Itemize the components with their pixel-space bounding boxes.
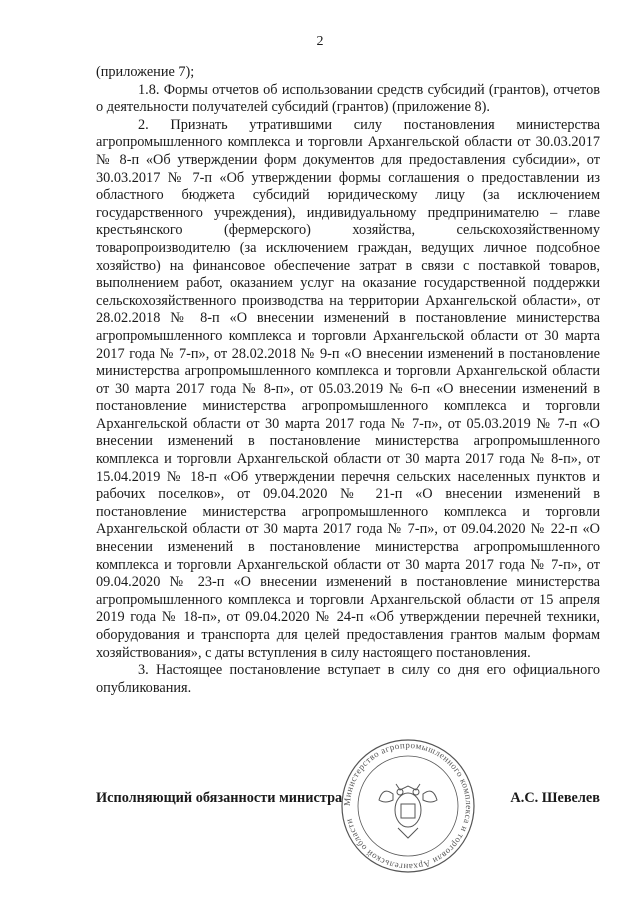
- signature-block: [96, 790, 600, 810]
- paragraph-3: 3. Настоящее постановление вступает в силу со дня его официального опубликования.: [96, 662, 600, 696]
- seal-text: Министерство агропромышленного комплекса и торговли Архангельской области: [341, 739, 475, 873]
- paragraph-appendix-7: (приложение 7);: [96, 64, 195, 80]
- signer-name: А.С. Шевелев: [510, 790, 600, 806]
- signer-position: Исполняющий обязанности министра: [96, 790, 343, 806]
- paragraph-2: 2. Признать утратившими силу постановления министерства агропромышленного комплекса и торговли Архангельской области от 30.03.2017 № 8-п «Об утверждении форм документов для предоставления субсидии», от 30.03.2017 № 7-п «Об утверждении формы соглашения о предоставлении из областного бюджета субсидий юридическому лицу (за исключением государственного учреждения), индивидуальному предпринимателю – главе крестьянского (фермерского) хозяйства, сельскохозяйственному товаропроизводителю (за исключением граждан, ведущих личное подсобное хозяйство) на финансовое обеспечение затрат в связи с поставкой товаров, выполнением работ, оказанием услуг на оказание государственной поддержки сельскохозяйственного производства на территории Архангельской области», от 28.02.2018 № 8-п «О внесении изменений в постановление министерства агропромышленного комплекса и торговли Архангельской области от 30 марта 2017 года № 7-п», от 28.02.2018 № 9-п «О внесении изменений в постановление министерства агропромышленного комплекса и торговли Архангельской области от 30 марта 2017 года № 8-п», от 05.03.2019 № 6-п «О внесении изменений в постановление министерства агропромышленного комплекса и торговли Архангельской области от 30 марта 2017 года № 7-п», от 05.03.2019 № 7-п «О внесении изменений в постановление министерства агропромышленного комплекса и торговли Архангельской области от 30 марта 2017 года № 8-п», от 15.04.2019 № 18-п «Об утверждении перечня сельских населенных пунктов и рабочих поселков», от 09.04.2020 № 21-п «О внесении изменений в постановление министерства агропромышленного комплекса и торговли Архангельской области от 30 марта 2017 года № 7-п», от 09.04.2020 № 22-п «О внесении изменений в постановление министерства агропромышленного комплекса и торговли Архангельской области от 30 марта 2017 года № 7-п», от 09.04.2020 № 23-п «О внесении изменений в постановление министерства агропромышленного комплекса и торговли Архангельской области от 15 апреля 2019 года № 18-п», от 09.04.2020 № 24-п «Об утверждении перечней техники, оборудования и транспорта для целей предоставления грантов малым формам хозяйствования», с даты вступления в силу настоящего постановления.: [96, 116, 600, 661]
- document-body: [96, 64, 600, 697]
- page-number: 2: [316, 34, 324, 49]
- paragraph-1-8: 1.8. Формы отчетов об использовании средств субсидий (грантов), отчетов о деятельности получателей субсидий (грантов) (приложение 8).: [96, 81, 600, 116]
